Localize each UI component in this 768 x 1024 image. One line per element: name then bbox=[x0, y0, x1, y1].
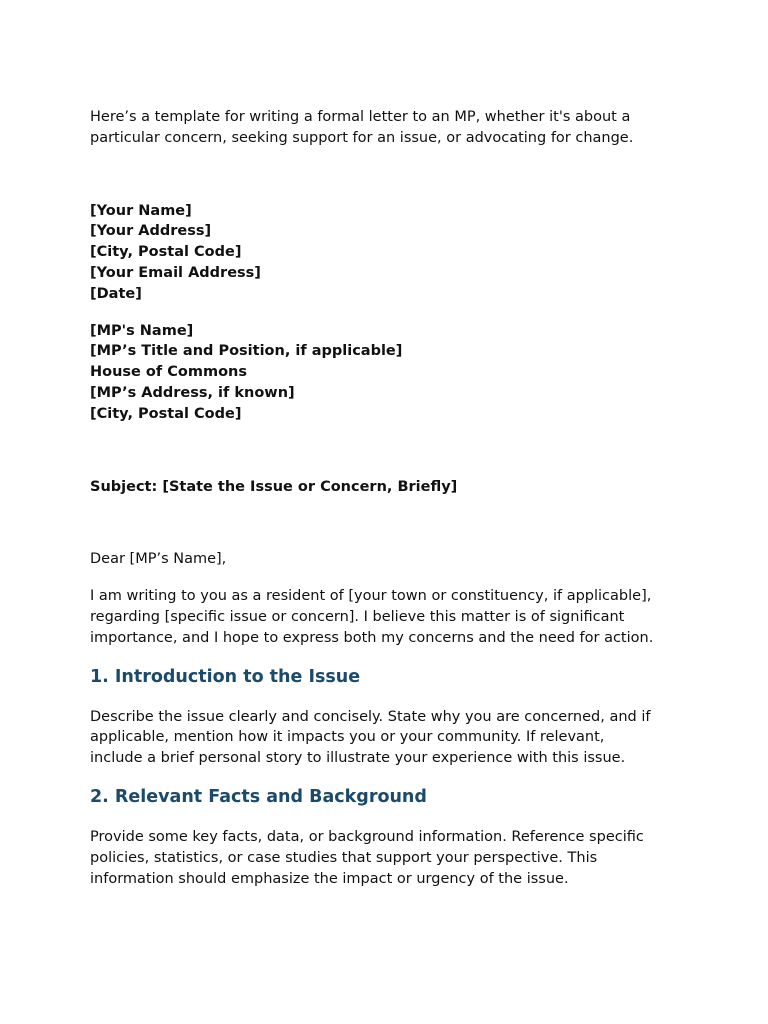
opening-paragraph bbox=[90, 586, 690, 648]
opening-line: importance, and I hope to express both my concerns and the need for action. bbox=[90, 629, 654, 646]
intro-line: Here’s a template for writing a formal letter to an MP, whether it's about a bbox=[90, 109, 631, 125]
section2-line: information should emphasize the impact or urgency of the issue. bbox=[90, 870, 569, 887]
opening-line: I am writing to you as a resident of [your town or constituency, if applicable], bbox=[90, 588, 652, 605]
sender-address-block bbox=[90, 201, 690, 305]
section1-line: applicable, mention how it impacts you or your community. If relevant, bbox=[90, 729, 605, 746]
recipient-address-block bbox=[90, 321, 690, 425]
intro-paragraph bbox=[90, 107, 690, 149]
sender-city-postal: [City, Postal Code] bbox=[90, 244, 242, 261]
section2-line: Provide some key facts, data, or background information. Reference specific bbox=[90, 828, 644, 845]
sender-address: [Your Address] bbox=[90, 223, 212, 240]
section1-paragraph bbox=[90, 707, 690, 769]
mp-house: House of Commons bbox=[90, 364, 247, 381]
section1-heading: 1. Introduction to the Issue bbox=[90, 666, 361, 687]
section2-line: policies, statistics, or case studies that support your perspective. This bbox=[90, 849, 598, 866]
salutation: Dear [MP’s Name], bbox=[90, 551, 227, 568]
section1-line: include a brief personal story to illustrate your experience with this issue. bbox=[90, 750, 626, 767]
letter-document bbox=[90, 107, 690, 905]
section2-heading: 2. Relevant Facts and Background bbox=[90, 786, 427, 807]
mp-city-postal: [City, Postal Code] bbox=[90, 405, 242, 422]
subject-line: Subject: [State the Issue or Concern, Briefly] bbox=[90, 478, 458, 495]
mp-address: [MP’s Address, if known] bbox=[90, 384, 295, 401]
sender-date: [Date] bbox=[90, 285, 142, 302]
section1-line: Describe the issue clearly and concisely. State why you are concerned, and if bbox=[90, 708, 651, 725]
intro-line: particular concern, seeking support for an issue, or advocating for change. bbox=[90, 129, 634, 146]
sender-email: [Your Email Address] bbox=[90, 264, 261, 281]
mp-title: [MP’s Title and Position, if applicable] bbox=[90, 343, 403, 360]
opening-line: regarding [specific issue or concern]. I believe this matter is of significant bbox=[90, 608, 625, 625]
section2-paragraph bbox=[90, 827, 690, 889]
mp-name: [MP's Name] bbox=[90, 322, 194, 339]
sender-name: [Your Name] bbox=[90, 202, 192, 219]
